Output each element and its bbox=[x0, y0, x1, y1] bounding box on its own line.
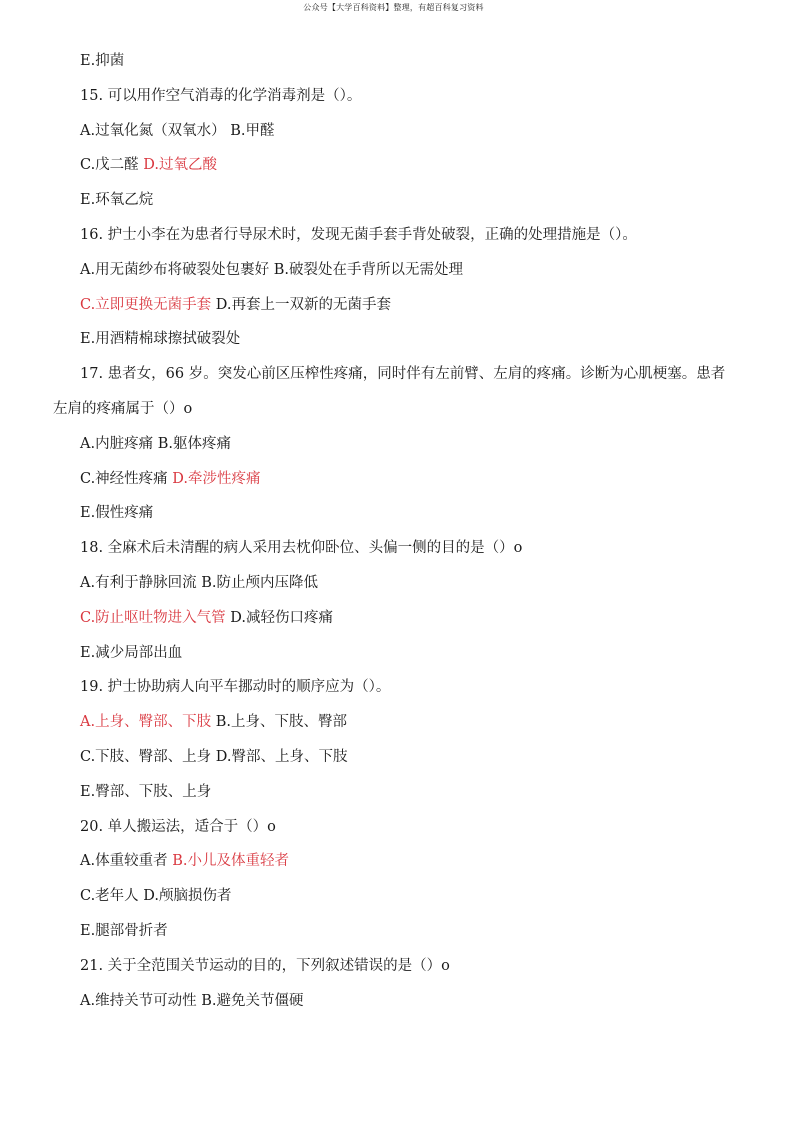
line-text: 16. 护士小李在为患者行导尿术时，发现无菌手套手背处破裂，正确的处理措施是（）。 bbox=[80, 226, 637, 243]
line-text: 21. 关于全范围关节运动的目的，下列叙述错误的是（）o bbox=[80, 957, 450, 974]
text-line bbox=[80, 288, 740, 323]
answer-text: A.上身、臀部、下肢 bbox=[80, 714, 212, 731]
answer-text: D.过氧乙酸 bbox=[143, 157, 218, 174]
line-text: 15. 可以用作空气消毒的化学消毒剂是（）。 bbox=[80, 87, 362, 104]
text-line bbox=[80, 114, 740, 149]
line-text: 20. 单人搬运法，适合于（）o bbox=[80, 818, 276, 835]
answer-text: C.立即更换无菌手套 bbox=[80, 296, 212, 313]
text-line bbox=[80, 148, 740, 183]
answer-text: B.小儿及体重轻者 bbox=[172, 853, 289, 870]
line-text: C.神经性疼痛 bbox=[80, 470, 173, 487]
text-line bbox=[80, 218, 740, 253]
line-text: 17. 患者女，66 岁。突发心前区压榨性疼痛，同时伴有左前臂、左肩的疼痛。诊断为心肌梗塞。患者左肩的疼痛属于（）o bbox=[53, 366, 726, 417]
line-text: A.维持关节可动性 B.避免关节僵硬 bbox=[80, 992, 304, 1009]
text-line bbox=[80, 705, 740, 740]
page-header: 公众号【大学百科资料】整理，有超百科复习资料 bbox=[303, 3, 484, 12]
text-line bbox=[80, 322, 740, 357]
text-line bbox=[80, 914, 740, 949]
line-text: E.腿部骨折者 bbox=[80, 922, 168, 939]
text-line bbox=[80, 566, 740, 601]
text-line bbox=[80, 844, 740, 879]
text-line bbox=[80, 810, 740, 845]
text-line bbox=[80, 44, 740, 79]
line-text: C.老年人 D.颅脑损伤者 bbox=[80, 888, 232, 905]
text-line bbox=[80, 949, 740, 984]
line-text: E.环氧乙烷 bbox=[80, 192, 154, 209]
text-line bbox=[80, 253, 740, 288]
line-text: E.减少局部出血 bbox=[80, 644, 183, 661]
text-line bbox=[80, 183, 740, 218]
text-line bbox=[80, 636, 740, 671]
document-body bbox=[53, 44, 740, 1018]
text-line bbox=[80, 601, 740, 636]
text-line bbox=[80, 496, 740, 531]
line-text: D.再套上一双新的无菌手套 bbox=[211, 296, 392, 313]
line-text: 19. 护士协助病人向平车挪动时的顺序应为（）。 bbox=[80, 679, 391, 696]
text-line bbox=[80, 740, 740, 775]
line-text: A.有利于静脉回流 B.防止颅内压降低 bbox=[80, 574, 318, 591]
text-line bbox=[80, 879, 740, 914]
line-text: E.抑菌 bbox=[80, 53, 125, 69]
line-text: E.假性疼痛 bbox=[80, 505, 154, 522]
line-text: D.减轻伤口疼痛 bbox=[225, 609, 334, 626]
line-text: E.臀部、下肢、上身 bbox=[80, 783, 212, 800]
text-line bbox=[80, 79, 740, 114]
answer-text: D.牵涉性疼痛 bbox=[172, 470, 261, 487]
line-text: E.用酒精棉球擦拭破裂处 bbox=[80, 331, 241, 348]
line-text: A.用无菌纱布将破裂处包裹好 B.破裂处在手背所以无需处理 bbox=[80, 261, 463, 278]
text-line bbox=[80, 531, 740, 566]
text-line bbox=[80, 427, 740, 462]
line-text: 18. 全麻术后未清醒的病人采用去枕仰卧位、头偏一侧的目的是（）o bbox=[80, 540, 523, 557]
text-line bbox=[53, 357, 739, 427]
text-line bbox=[80, 670, 740, 705]
line-text: A.内脏疼痛 B.躯体疼痛 bbox=[80, 435, 231, 452]
text-line bbox=[80, 984, 740, 1019]
line-text: B.上身、下肢、臀部 bbox=[211, 714, 347, 731]
line-text: C.下肢、臀部、上身 D.臀部、上身、下肢 bbox=[80, 748, 348, 765]
line-text: A.过氧化氮（双氧水） B.甲醛 bbox=[80, 122, 275, 139]
answer-text: C.防止呕吐物进入气管 bbox=[80, 609, 226, 626]
text-line bbox=[80, 462, 740, 497]
line-text: A.体重较重者 bbox=[80, 853, 173, 870]
line-text: C.戊二醛 bbox=[80, 157, 144, 174]
text-line bbox=[80, 775, 740, 810]
